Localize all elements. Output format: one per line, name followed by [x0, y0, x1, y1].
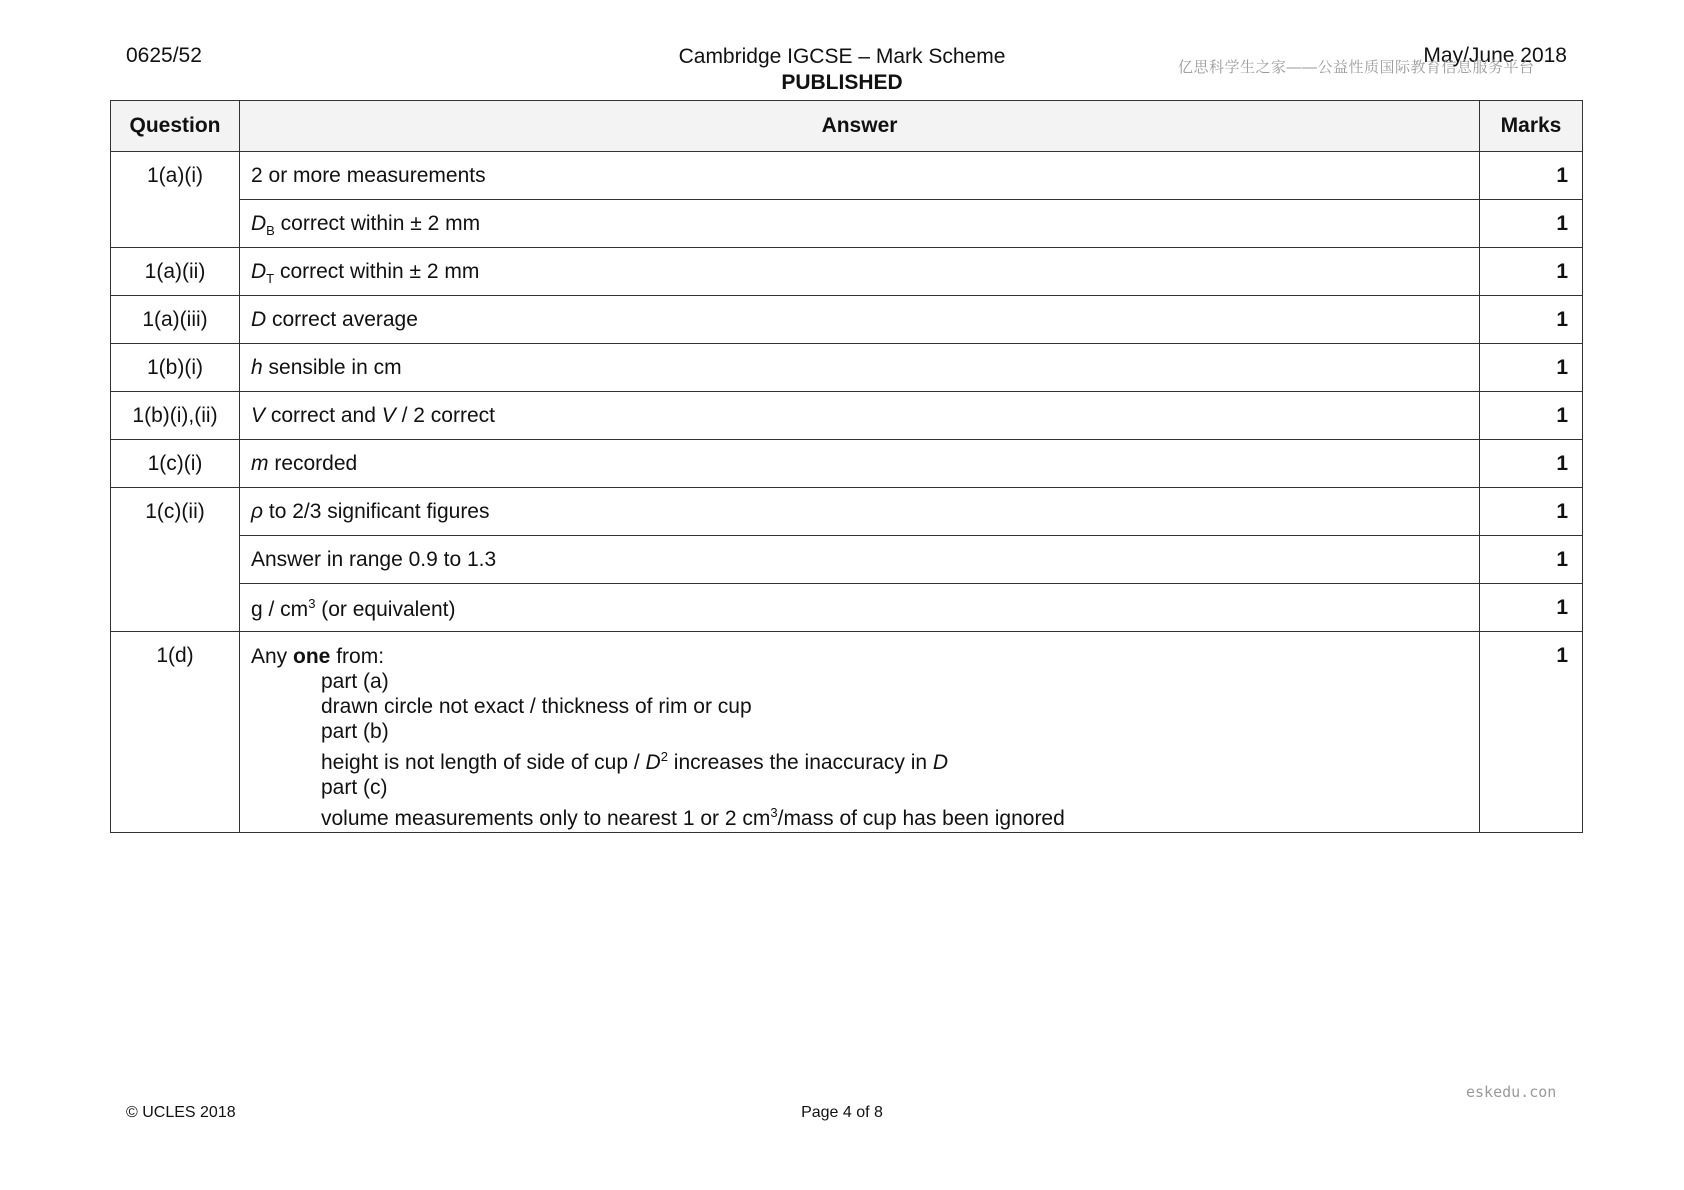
variable: m	[251, 452, 269, 475]
question-cell: 1(a)(iii)	[111, 296, 240, 344]
answer-line: drawn circle not exact / thickness of rim or cup	[321, 695, 752, 718]
subscript: T	[266, 271, 275, 287]
answer-cell	[240, 200, 1480, 248]
answer-cell: 2 or more measurements	[240, 152, 1480, 200]
question-cell: 1(a)(ii)	[111, 248, 240, 296]
marks-cell: 1	[1480, 248, 1583, 296]
answer-text: correct within ± 2 mm	[274, 212, 481, 235]
marks-cell: 1	[1480, 152, 1583, 200]
marks-cell: 1	[1480, 536, 1583, 584]
superscript: 3	[770, 805, 778, 820]
answer-text: / 2 correct	[395, 404, 495, 427]
question-column-header: Question	[111, 101, 240, 152]
variable: V	[251, 404, 266, 427]
marks-cell: 1	[1480, 296, 1583, 344]
answer-text: (or equivalent)	[315, 598, 456, 621]
variable: D	[251, 212, 267, 235]
variable: ρ	[251, 500, 264, 523]
question-cell: 1(d)	[111, 632, 240, 833]
answer-text: /mass of cup has been ignored	[777, 807, 1065, 830]
answer-text: from:	[330, 645, 385, 668]
marks-cell: 1	[1480, 344, 1583, 392]
variable: D	[645, 751, 661, 774]
table-row	[111, 488, 1583, 536]
table-row	[111, 392, 1583, 440]
answer-text: recorded	[268, 452, 358, 475]
answer-intro	[251, 644, 1478, 669]
marks-cell: 1	[1480, 488, 1583, 536]
answer-cell	[240, 296, 1480, 344]
answer-cell	[240, 632, 1480, 833]
marks-cell: 1	[1480, 584, 1583, 632]
answer-line	[251, 800, 1478, 831]
exam-session: May/June 2018	[1423, 44, 1567, 67]
marks-column-header: Marks	[1480, 101, 1583, 152]
answer-cell	[240, 392, 1480, 440]
question-cell: 1(c)(ii)	[111, 488, 240, 632]
table-row	[111, 536, 1583, 584]
answer-line	[251, 744, 1478, 775]
question-cell: 1(b)(i),(ii)	[111, 392, 240, 440]
answer-cell	[240, 344, 1480, 392]
superscript: 3	[308, 596, 316, 611]
superscript: 2	[660, 749, 668, 764]
answer-line: part (a)	[321, 670, 389, 693]
answer-cell	[240, 248, 1480, 296]
table-row	[111, 152, 1583, 200]
site-watermark: eskedu.con	[1466, 1083, 1557, 1101]
variable: V	[381, 404, 396, 427]
answer-cell	[240, 584, 1480, 632]
answer-text: g / cm	[251, 598, 309, 621]
answer-cell	[240, 488, 1480, 536]
variable: D	[251, 260, 267, 283]
paper-code: 0625/52	[126, 44, 202, 67]
mark-scheme-table	[110, 100, 1583, 833]
subscript: B	[266, 223, 275, 239]
emphasis: one	[293, 645, 331, 668]
variable: h	[251, 356, 263, 379]
published-label: PUBLISHED	[781, 71, 903, 94]
question-cell: 1(b)(i)	[111, 344, 240, 392]
answer-text: height is not length of side of cup /	[321, 751, 646, 774]
table-row	[111, 440, 1583, 488]
answer-text: to 2/3 significant figures	[263, 500, 490, 523]
marks-cell: 1	[1480, 200, 1583, 248]
answer-line: part (c)	[321, 776, 388, 799]
answer-text: sensible in cm	[262, 356, 402, 379]
table-row	[111, 632, 1583, 833]
marks-cell: 1	[1480, 440, 1583, 488]
marks-cell: 1	[1480, 632, 1583, 833]
answer-text: Any	[251, 645, 294, 668]
answer-text: increases the inaccuracy in	[667, 751, 933, 774]
table-header-row	[111, 101, 1583, 152]
marks-cell: 1	[1480, 392, 1583, 440]
table-row	[111, 248, 1583, 296]
answer-text: correct within ± 2 mm	[274, 260, 480, 283]
page-number: Page 4 of 8	[801, 1104, 883, 1121]
table-row	[111, 296, 1583, 344]
watermark-text: 亿思科学生之家——公益性质国际教育信息服务平台	[1178, 59, 1535, 76]
variable: D	[251, 308, 267, 331]
variable: D	[932, 751, 949, 774]
answer-cell: Answer in range 0.9 to 1.3	[240, 536, 1480, 584]
answer-line: part (b)	[321, 720, 389, 743]
answer-text: volume measurements only to nearest 1 or 2 cm	[321, 807, 771, 830]
answer-column-header: Answer	[240, 101, 1480, 152]
copyright: © UCLES 2018	[126, 1104, 236, 1121]
answer-cell	[240, 440, 1480, 488]
question-cell: 1(a)(i)	[111, 152, 240, 248]
table-row	[111, 344, 1583, 392]
answer-text: correct and	[265, 404, 382, 427]
title-text: Cambridge IGCSE – Mark Scheme	[678, 45, 1006, 68]
table-row	[111, 584, 1583, 632]
table-row	[111, 200, 1583, 248]
answer-text: correct average	[266, 308, 418, 331]
question-cell: 1(c)(i)	[111, 440, 240, 488]
